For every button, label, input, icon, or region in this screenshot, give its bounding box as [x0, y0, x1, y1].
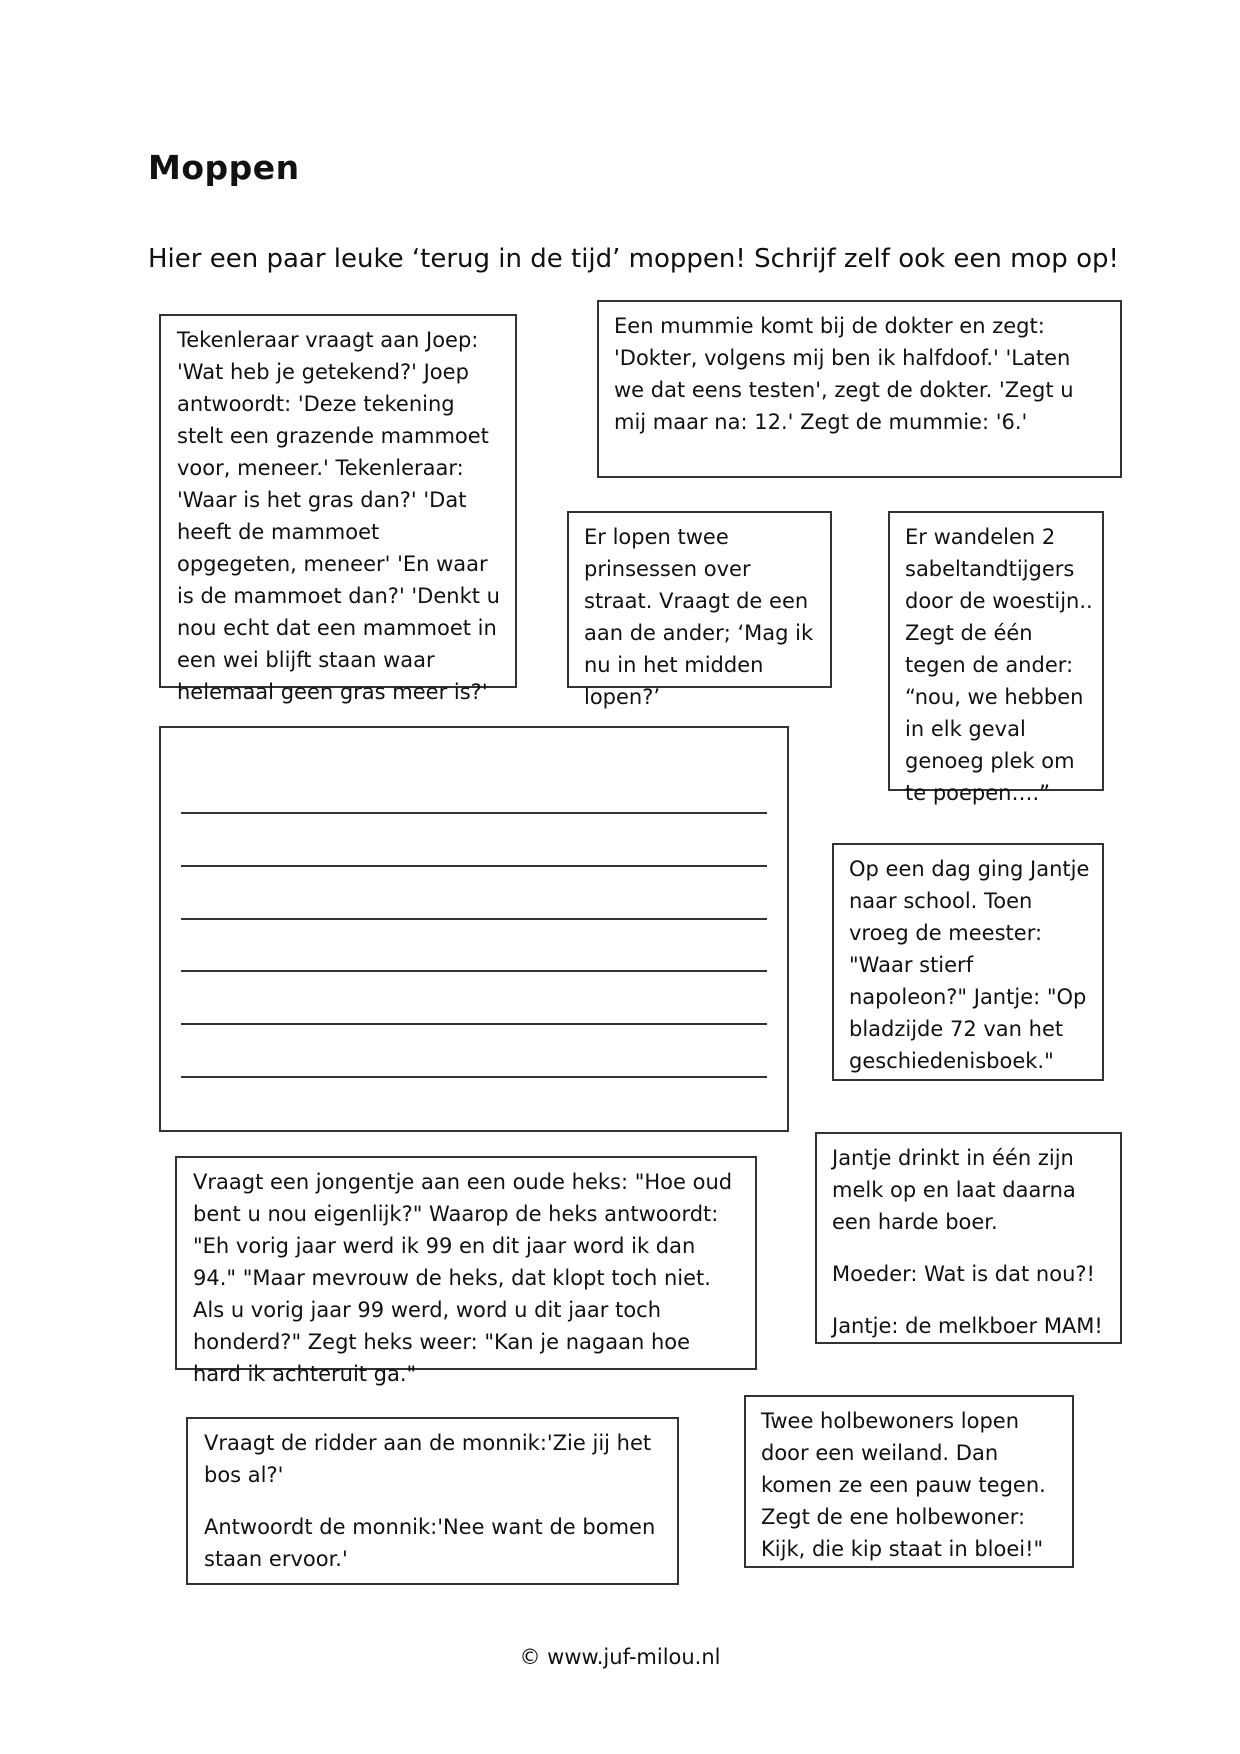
joke-text: Jantje drinkt in één zijn melk op en laat daarna een harde boer.: [832, 1146, 1076, 1234]
writing-line: [181, 918, 767, 920]
joke-text: Twee holbewoners lopen door een weiland. Dan komen ze een pauw tegen. Zegt de ene holbewoner: Kijk, die kip staat in bloei!": [761, 1409, 1046, 1561]
joke-prinsessen: [567, 511, 832, 709]
joke-mummie: [597, 300, 1122, 478]
joke-text: Jantje: de melkboer MAM!: [832, 1314, 1103, 1338]
joke-text: Antwoordt de monnik:'Nee want de bomen staan ervoor.': [204, 1515, 656, 1571]
joke-melkboer: [815, 1132, 1122, 1344]
joke-text: Er wandelen 2 sabeltandtijgers door de woestijn.. Zegt de één tegen de ander: “nou, we hebben in elk geval genoeg plek om te poepen….”: [905, 525, 1093, 805]
writing-line: [181, 1076, 767, 1078]
joke-sabeltandtijgers: [888, 511, 1104, 805]
writing-line: [181, 1023, 767, 1025]
page-title: Moppen: [148, 148, 300, 187]
joke-text: Op een dag ging Jantje naar school. Toen vroeg de meester: "Waar stierf napoleon?" Jantje: "Op bladzijde 72 van het geschiedenisboek.": [849, 857, 1090, 1073]
joke-heks: [175, 1156, 757, 1386]
joke-text: Vraagt een jongentje aan een oude heks: "Hoe oud bent u nou eigenlijk?" Waarop de heks antwoordt: "Eh vorig jaar werd ik 99 en dit jaar word ik dan 94." "Maar mevrouw de heks, dat klopt toch niet. Als u vorig jaar 99 werd, word u dit jaar toch honderd?" Zegt heks weer: "Kan je nagaan hoe hard ik achteruit ga.": [193, 1170, 733, 1386]
writing-line: [181, 970, 767, 972]
writing-line: [181, 865, 767, 867]
write-your-own-joke-area[interactable]: [159, 726, 789, 1132]
writing-line: [181, 812, 767, 814]
joke-holbewoners: [744, 1395, 1074, 1568]
joke-text: Er lopen twee prinsessen over straat. Vraagt de een aan de ander; ‘Mag ik nu in het midden lopen?’: [584, 525, 814, 709]
joke-napoleon: [832, 843, 1104, 1081]
joke-text: Een mummie komt bij de dokter en zegt: 'Dokter, volgens mij ben ik halfdoof.' 'Laten we dat eens testen', zegt de dokter. 'Zegt u mij maar na: 12.' Zegt de mummie: '6.': [614, 314, 1074, 434]
joke-mammoet: [159, 314, 517, 704]
joke-ridder: [186, 1417, 679, 1585]
joke-text: Vraagt de ridder aan de monnik:'Zie jij het bos al?': [204, 1431, 652, 1487]
page-subtitle: Hier een paar leuke ‘terug in de tijd’ moppen! Schrijf zelf ook een mop op!: [148, 244, 1119, 274]
joke-text: Tekenleraar vraagt aan Joep: 'Wat heb je getekend?' Joep antwoordt: 'Deze tekening stelt een grazende mammoet voor, meneer.' Tekenleraar: 'Waar is het gras dan?' 'Dat heeft de mammoet opgegeten, meneer' 'En waar is de mammoet dan?' 'Denkt u nou echt dat een mammoet in een wei blijft staan waar helemaal geen gras meer is?': [177, 328, 500, 704]
joke-text: Moeder: Wat is dat nou?!: [832, 1262, 1095, 1286]
footer-copyright: © www.juf-milou.nl: [519, 1645, 721, 1669]
